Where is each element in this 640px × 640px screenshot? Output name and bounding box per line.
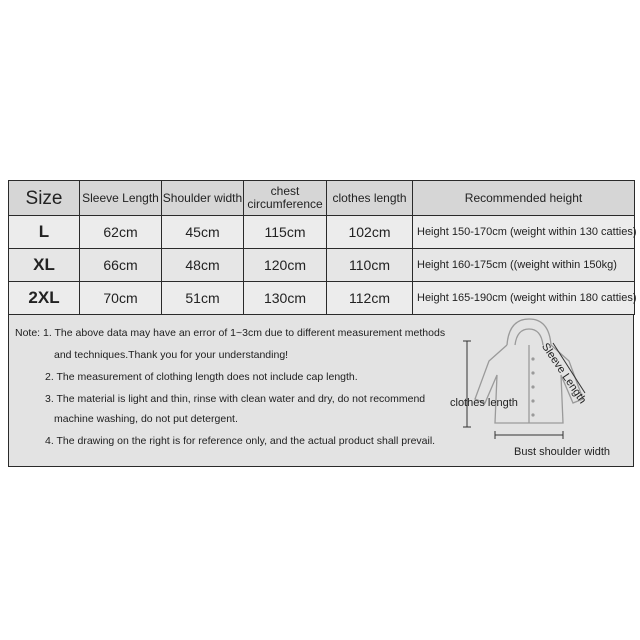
bust-shoulder-width-label: Bust shoulder width xyxy=(514,446,610,458)
header-chest-line2: circumference xyxy=(247,197,323,211)
note-4: 4. The drawing on the right is for reference only, and the actual product shall prevail. xyxy=(45,435,436,447)
size-cell: XL xyxy=(9,249,80,282)
notes-panel xyxy=(8,315,634,467)
size-table xyxy=(8,180,635,315)
chest-cell: 120cm xyxy=(244,249,327,282)
size-chart xyxy=(8,180,637,467)
header-size: Size xyxy=(9,181,80,216)
sleeve-length-label: Sleeve Length xyxy=(539,341,589,407)
sleeve-cell: 70cm xyxy=(80,282,162,315)
clothes-cell: 102cm xyxy=(327,216,413,249)
header-sleeve-length: Sleeve Length xyxy=(80,181,162,216)
sleeve-cell: 66cm xyxy=(80,249,162,282)
note-1-continued: and techniques.Thank you for your understanding! xyxy=(54,349,289,361)
note-3-continued: machine washing, do not put detergent. xyxy=(54,413,238,425)
size-cell: 2XL xyxy=(9,282,80,315)
sleeve-cell: 62cm xyxy=(80,216,162,249)
recommended-cell: Height 160-175cm ((weight within 150kg) xyxy=(413,249,635,282)
header-shoulder-width: Shoulder width xyxy=(162,181,244,216)
chest-cell: 115cm xyxy=(244,216,327,249)
note-2: 2. The measurement of clothing length does not include cap length. xyxy=(45,371,358,383)
table-row xyxy=(9,282,635,315)
shoulder-cell: 45cm xyxy=(162,216,244,249)
raincoat-diagram xyxy=(449,315,639,465)
header-recommended-height: Recommended height xyxy=(413,181,635,216)
chest-cell: 130cm xyxy=(244,282,327,315)
clothes-length-label: clothes length xyxy=(450,397,518,409)
table-row xyxy=(9,249,635,282)
note-3: 3. The material is light and thin, rinse with clean water and dry, do not recommend xyxy=(45,393,426,405)
header-chest-circumference xyxy=(244,181,327,216)
clothes-cell: 110cm xyxy=(327,249,413,282)
recommended-cell: Height 165-190cm (weight within 180 catties) xyxy=(413,282,635,315)
clothes-cell: 112cm xyxy=(327,282,413,315)
shoulder-cell: 51cm xyxy=(162,282,244,315)
note-1: Note: 1. The above data may have an error of 1~3cm due to different measurement methods xyxy=(15,327,446,339)
size-cell: L xyxy=(9,216,80,249)
table-header-row xyxy=(9,181,635,216)
header-clothes-length: clothes length xyxy=(327,181,413,216)
shoulder-cell: 48cm xyxy=(162,249,244,282)
table-row xyxy=(9,216,635,249)
header-chest-line1: chest xyxy=(270,184,300,198)
raincoat-icon xyxy=(449,315,639,465)
recommended-cell: Height 150-170cm (weight within 130 catties) xyxy=(413,216,635,249)
